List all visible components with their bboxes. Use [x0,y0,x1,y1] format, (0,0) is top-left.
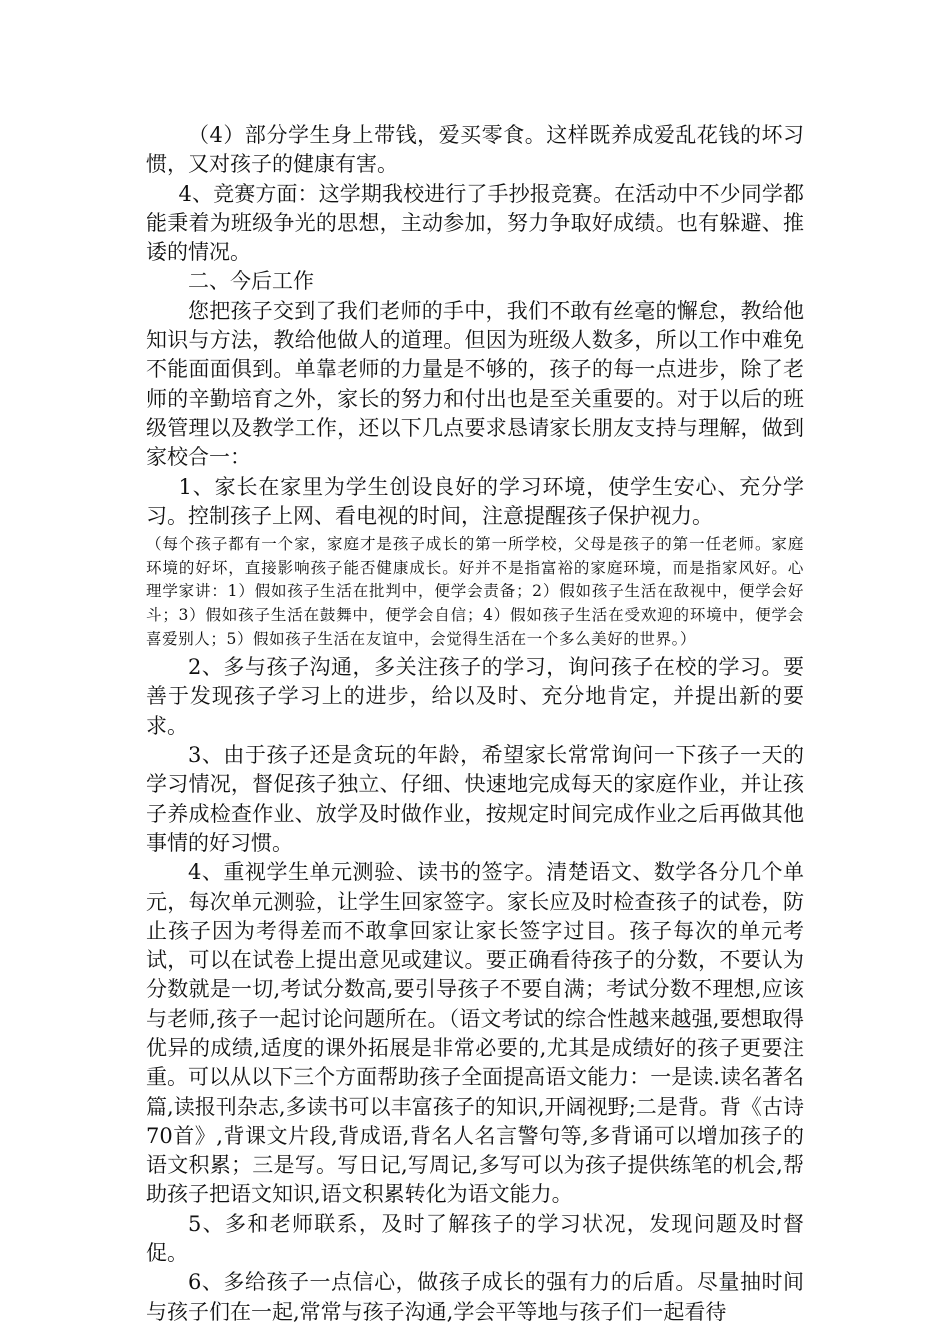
document-page [146,121,804,1327]
paragraph-intro: 您把孩子交到了我们老师的手中，我们不敢有丝毫的懈怠，教给他知识与方法，教给他做人的道理。但因为班级人数多，所以工作中难免不能面面俱到。单靠老师的力量是不够的，孩子的每一点进步，除了老师的辛勤培育之外，家长的努力和付出也是至关重要的。对于以后的班级管理以及教学工作，还以下几点要求恳请家长朋友支持与理解，做到家校合一： [146,298,804,470]
paragraph-pocket-money: （4）部分学生身上带钱，爱买零食。这样既养成爱乱花钱的坏习惯，又对孩子的健康有害。 [146,123,804,177]
paragraph-item-5: 5、多和老师联系，及时了解孩子的学习状况，发现问题及时督促。 [146,1211,804,1266]
paragraph-item-2: 2、多与孩子沟通，多关注孩子的学习，询问孩子在校的学习。要善于发现孩子学习上的进步，给以及时、充分地肯定，并提出新的要求。 [146,655,804,738]
paragraph-item-4: 4、重视学生单元测验、读书的签字。清楚语文、数学各分几个单元，每次单元测验，让学生回家签字。家长应及时检查孩子的试卷，防止孩子因为考得差而不敢拿回家让家长签字过目。孩子每次的单元考试，可以在试卷上提出意见或建议。要正确看待孩子的分数，不要认为分数就是一切,考试分数高,要引导孩子不要自满；考试分数不理想,应该与老师,孩子一起讨论问题所在。（语文考试的综合性越来越强,要想取得优异的成绩,适度的课外拓展是非常必要的,尤其是成绩好的孩子更要注重。可以从以下三个方面帮助孩子全面提高语文能力：一是读.读名著名篇,读报刊杂志,多读书可以丰富孩子的知识,开阔视野;二是背。背《古诗70首》,背课文片段,背成语,背名人名言警句等,多背诵可以增加孩子的语文积累；三是写。写日记,写周记,多写可以为孩子提供练笔的机会,帮助孩子把语文知识,语文积累转化为语文能力。 [146,860,804,1207]
section-heading-future-work: 二、今后工作 [188,269,314,294]
paragraph-item-1: 1、家长在家里为学生创设良好的学习环境，使学生安心、充分学习。控制孩子上网、看电视的时间，注意提醒孩子保护视力。 [146,474,804,528]
paragraph-item-3: 3、由于孩子还是贪玩的年龄，希望家长常常询问一下孩子一天的学习情况，督促孩子独立、仔细、快速地完成每天的家庭作业，并让孩子养成检查作业、放学及时做作业，按规定时间完成作业之后再做其他事情的好习惯。 [146,743,804,855]
paragraph-competition: 4、竞赛方面：这学期我校进行了手抄报竞赛。在活动中不少同学都能秉着为班级争光的思想，主动参加，努力争取好成绩。也有躲避、推诿的情况。 [146,181,804,265]
paragraph-item-6: 6、多给孩子一点信心，做孩子成长的强有力的后盾。尽量抽时间与孩子们在一起,常常与孩子沟通,学会平等地与孩子们一起看待 [146,1270,804,1324]
paragraph-item-1-note: （每个孩子都有一个家，家庭才是孩子成长的第一所学校，父母是孩子的第一任老师。家庭环境的好坏，直接影响孩子能否健康成长。好并不是指富裕的家庭环境，而是指家风好。心理学家讲：1）假如孩子生活在批判中，便学会责备；2）假如孩子生活在敌视中，便学会好斗；3）假如孩子生活在鼓舞中，便学会自信；4）假如孩子生活在受欢迎的环境中，便学会喜爱别人；5）假如孩子生活在友谊中，会觉得生活在一个多么美好的世界。） [146,535,804,648]
